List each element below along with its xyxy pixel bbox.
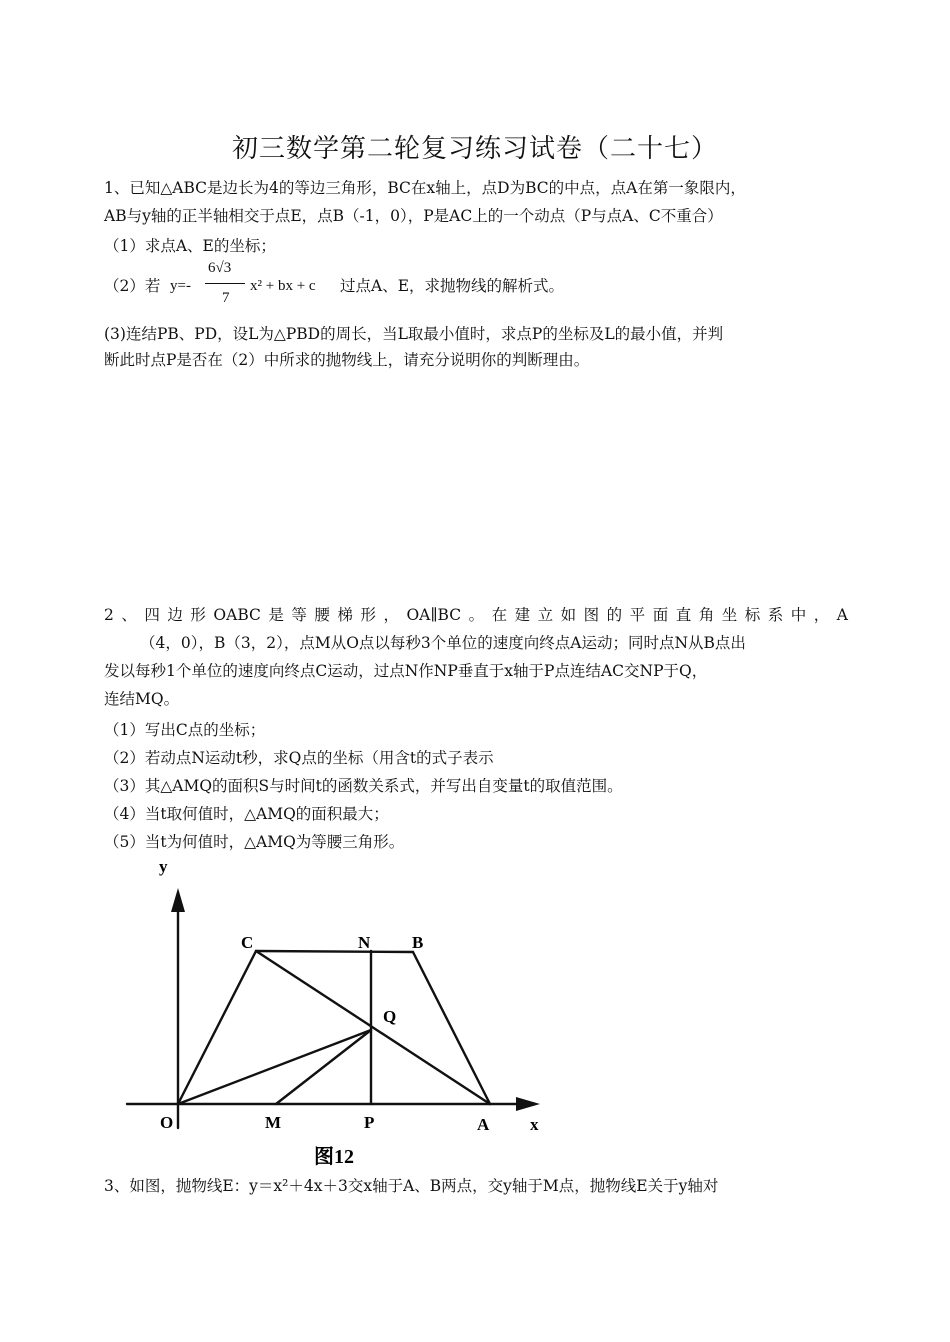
label-P: P bbox=[364, 1113, 375, 1132]
formula-numerator: 6√3 bbox=[208, 260, 232, 276]
label-B: B bbox=[412, 933, 424, 952]
q2-line-2: （4，0），B（3，2），点M从O点以每秒3个单位的速度向终点A运动；同时点N从B点出 bbox=[140, 634, 746, 652]
q1-part-2-prefix: （2）若 bbox=[104, 277, 161, 295]
q1-line-1: 1、已知△ABC是边长为4的等边三角形，BC在x轴上，点D为BC的中点，点A在第一象限内， bbox=[104, 179, 746, 197]
segment-BA bbox=[413, 952, 490, 1104]
q1-part-3-line-1: (3)连结PB、PD，设L为△PBD的周长，当L取最小值时，求点P的坐标及L的最小值，并判 bbox=[104, 325, 724, 343]
q1-part-1: （1）求点A、E的坐标； bbox=[104, 237, 276, 255]
label-A: A bbox=[477, 1115, 490, 1134]
segment-AC bbox=[256, 951, 490, 1104]
x-axis-arrow bbox=[516, 1097, 540, 1111]
label-M: M bbox=[265, 1113, 282, 1132]
q1-line-2: AB与y轴的正半轴相交于点E，点B（-1，0），P是AC上的一个动点（P与点A、C不重合） bbox=[104, 207, 723, 225]
label-N: N bbox=[358, 933, 371, 952]
label-y: y bbox=[159, 857, 168, 876]
q2-line-3: 发以每秒1个单位的速度向终点C运动，过点N作NP垂直于x轴于P点连结AC交NP于Q， bbox=[104, 662, 708, 680]
q1-part-2-suffix: 过点A、E，求抛物线的解析式。 bbox=[340, 277, 565, 295]
q2-line-1: 2、四边形OABC是等腰梯形，OA∥BC。在建立如图的平面直角坐标系中，A bbox=[104, 606, 848, 624]
formula-denominator: 7 bbox=[222, 290, 230, 306]
label-Q: Q bbox=[383, 1007, 397, 1026]
q2-part-4: （4）当t取何值时，△AMQ的面积最大； bbox=[104, 805, 389, 823]
q2-part-2: （2）若动点N运动t秒，求Q点的坐标（用含t的式子表示 bbox=[104, 749, 494, 767]
formula-rest: x² + bx + c bbox=[250, 278, 316, 294]
q1-part-3-line-2: 断此时点P是否在（2）中所求的抛物线上，请充分说明你的判断理由。 bbox=[104, 351, 590, 369]
y-axis-arrow bbox=[171, 888, 185, 912]
segment-OQ bbox=[178, 1030, 371, 1104]
formula-y: y=- bbox=[170, 278, 191, 294]
q2-part-3: （3）其△AMQ的面积S与时间t的函数关系式，并写出自变量t的取值范围。 bbox=[104, 777, 623, 795]
segment-CB bbox=[256, 951, 413, 952]
figure-caption: 图12 bbox=[314, 1146, 354, 1168]
q2-part-1: （1）写出C点的坐标； bbox=[104, 721, 266, 739]
page-title: 初三数学第二轮复习练习试卷（二十七） bbox=[231, 134, 718, 164]
label-O: O bbox=[160, 1113, 174, 1132]
label-C: C bbox=[241, 933, 254, 952]
q2-line-4: 连结MQ。 bbox=[104, 690, 180, 708]
q2-part-5: （5）当t为何值时，△AMQ为等腰三角形。 bbox=[104, 833, 405, 851]
label-x: x bbox=[530, 1115, 539, 1134]
segment-OC bbox=[178, 951, 256, 1104]
q3-line-1: 3、如图，抛物线E：y＝x²＋4x＋3交x轴于A、B两点，交y轴于M点，抛物线E关于y轴对 bbox=[104, 1177, 719, 1195]
segment-MQ bbox=[276, 1030, 371, 1104]
